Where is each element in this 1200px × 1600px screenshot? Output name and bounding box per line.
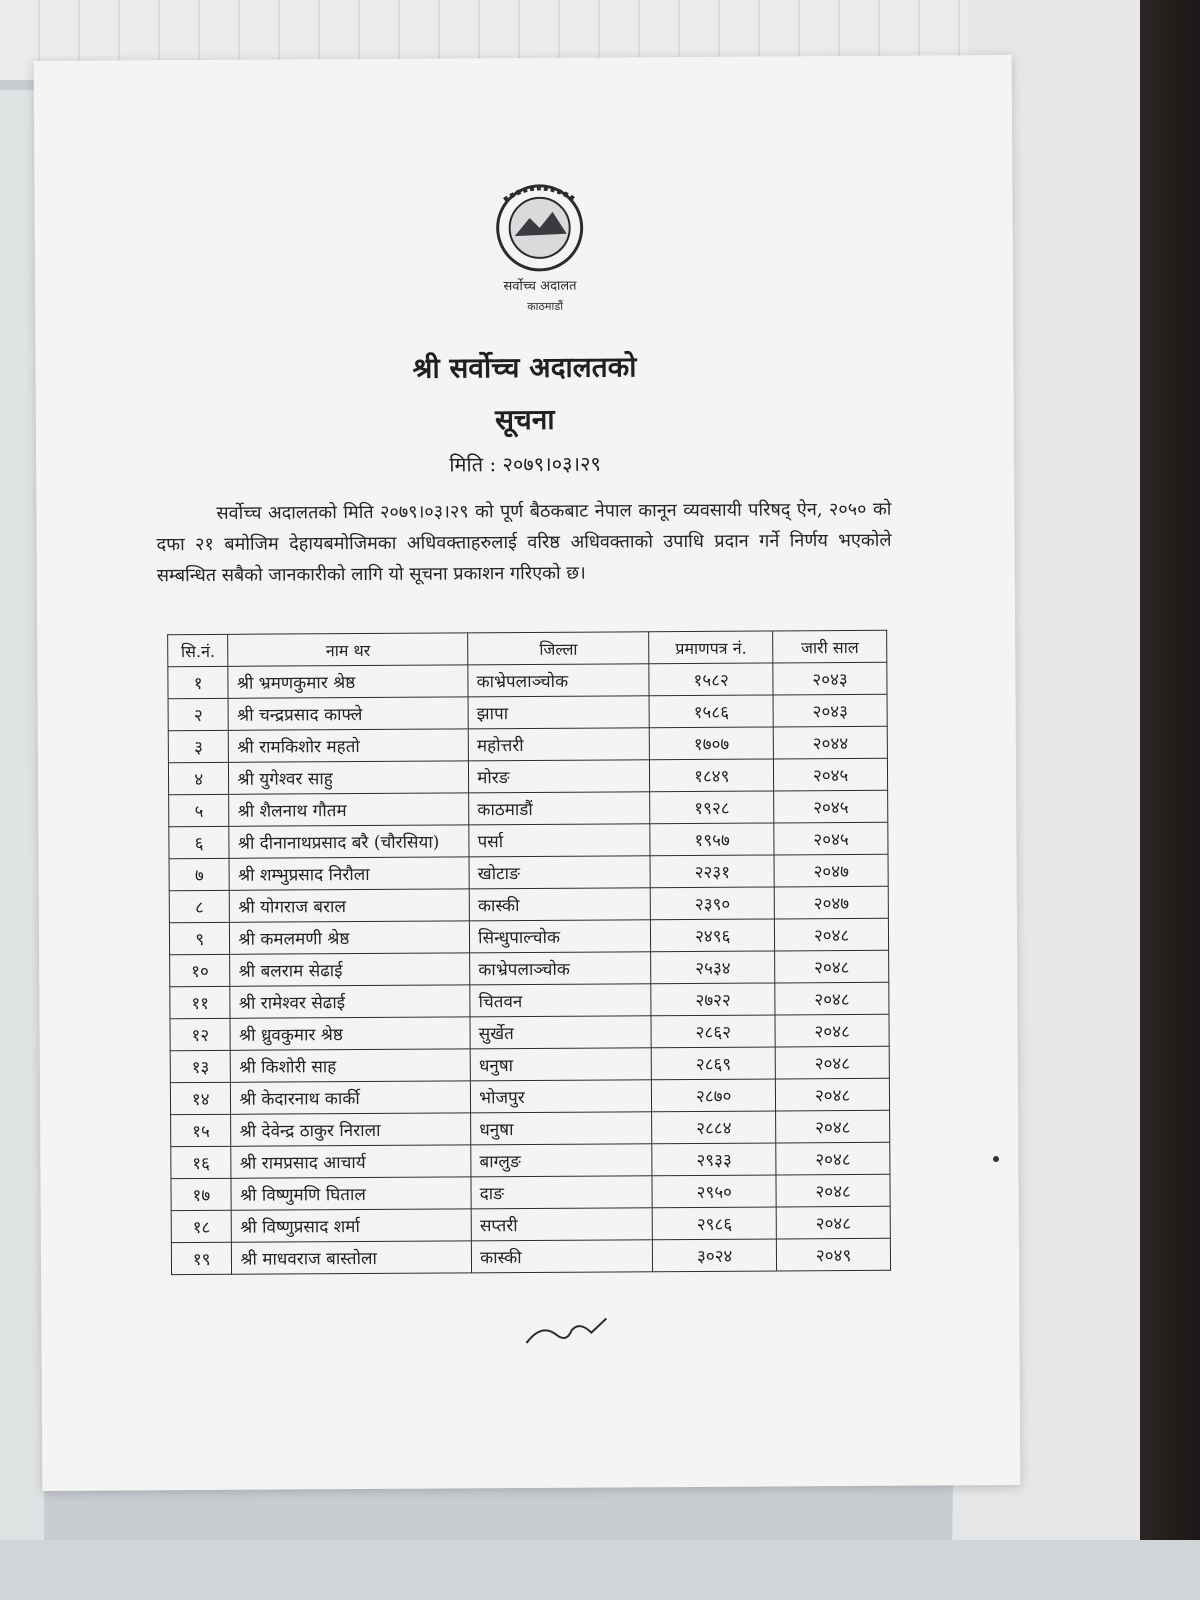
cell-name: श्री देवेन्द्र ठाकुर निराला <box>231 1113 471 1146</box>
cell-issue-year: २०४८ <box>775 1046 889 1079</box>
header-certificate-no: प्रमाणपत्र नं. <box>649 631 773 664</box>
cell-issue-year: २०४३ <box>773 662 887 695</box>
cell-district: कास्की <box>471 1240 652 1273</box>
cell-name: श्री चन्द्रप्रसाद काफ्ले <box>229 697 469 730</box>
cell-district: पर्सा <box>469 824 650 857</box>
table-body <box>168 662 891 1274</box>
table-row <box>169 790 888 826</box>
cell-district: धनुषा <box>470 1048 651 1081</box>
cell-district: खोटाङ <box>469 856 650 889</box>
cell-certificate-no: २८८४ <box>652 1111 776 1144</box>
cell-name: श्री रामेश्वर सेढाई <box>230 985 470 1018</box>
cell-name: श्री ध्रुवकुमार श्रेष्ठ <box>230 1017 470 1050</box>
cell-name: श्री शैलनाथ गौतम <box>229 793 469 826</box>
table-row <box>170 1014 889 1050</box>
table-header-row <box>168 630 887 666</box>
cell-district: काभ्रेपलाञ्चोक <box>468 664 649 697</box>
stain-dot <box>993 1156 999 1162</box>
svg-text:सर्वोच्च अदालत: सर्वोच्च अदालत <box>503 278 577 295</box>
cell-name: श्री किशोरी साह <box>231 1049 471 1082</box>
cell-issue-year: २०४८ <box>776 1078 890 1111</box>
senior-advocates-table <box>167 630 891 1275</box>
table-row <box>170 1078 889 1114</box>
table-row <box>171 1238 890 1274</box>
table-row <box>171 1206 890 1242</box>
cell-name: श्री दीनानाथप्रसाद बरै (चौरसिया) <box>229 825 469 858</box>
cell-issue-year: २०४४ <box>773 726 887 759</box>
cell-certificate-no: २९८६ <box>652 1207 776 1240</box>
cell-name: श्री माधवराज बास्तोला <box>232 1241 472 1274</box>
cell-certificate-no: २७२२ <box>651 983 775 1016</box>
cell-certificate-no: ३०२४ <box>653 1239 777 1272</box>
cell-name: श्री योगराज बराल <box>230 889 470 922</box>
cell-name: श्री रामकिशोर महतो <box>229 729 469 762</box>
cell-issue-year: २०४८ <box>776 1110 890 1143</box>
cell-issue-year: २०४८ <box>775 1014 889 1047</box>
cell-issue-year: २०४८ <box>776 1142 890 1175</box>
cell-serial: ५ <box>169 794 230 826</box>
cell-name: श्री कमलमणी श्रेष्ठ <box>230 921 470 954</box>
cell-district: धनुषा <box>471 1112 652 1145</box>
cell-district: चितवन <box>470 984 651 1017</box>
cell-issue-year: २०४८ <box>775 982 889 1015</box>
cell-serial: ७ <box>169 858 230 890</box>
table-row <box>169 918 888 954</box>
table-edge <box>1140 0 1200 1600</box>
cell-serial: १७ <box>171 1178 232 1210</box>
table-row <box>171 1174 890 1210</box>
cell-district: मोरङ <box>469 760 650 793</box>
table-row <box>170 950 889 986</box>
cell-serial: १ <box>168 666 229 698</box>
supreme-court-seal-icon <box>484 178 595 319</box>
cell-issue-year: २०४७ <box>774 854 888 887</box>
cell-serial: ११ <box>170 986 231 1018</box>
cell-serial: १५ <box>171 1114 232 1146</box>
cell-certificate-no: २९५० <box>652 1175 776 1208</box>
cell-issue-year: २०४८ <box>775 918 889 951</box>
table-row <box>168 726 887 762</box>
table-row <box>169 822 888 858</box>
signature-icon <box>521 1312 611 1353</box>
cell-serial: १० <box>170 954 231 986</box>
table-row <box>171 1142 890 1178</box>
svg-text:काठमाडौं: काठमाडौं <box>527 299 564 313</box>
cell-district: सिन्धुपाल्चोक <box>470 920 651 953</box>
cell-serial: १४ <box>170 1082 231 1114</box>
cell-district: कास्की <box>469 888 650 921</box>
cell-certificate-no: २८७० <box>652 1079 776 1112</box>
cell-district: सुर्खेत <box>470 1016 651 1049</box>
table-row <box>170 982 889 1018</box>
cell-district: काभ्रेपलाञ्चोक <box>470 952 651 985</box>
cell-issue-year: २०४८ <box>776 1206 890 1239</box>
header-name: नाम थर <box>228 633 468 666</box>
cell-name: श्री विष्णुमणि घिताल <box>231 1177 471 1210</box>
cell-issue-year: २०४८ <box>776 1174 890 1207</box>
cell-issue-year: २०४५ <box>774 758 888 791</box>
cell-district: भोजपुर <box>471 1080 652 1113</box>
cell-name: श्री रामप्रसाद आचार्य <box>231 1145 471 1178</box>
table-row <box>170 1046 889 1082</box>
cell-serial: १३ <box>170 1050 231 1082</box>
cell-certificate-no: २५३४ <box>651 951 775 984</box>
cell-certificate-no: १८४९ <box>650 759 774 792</box>
notice-date: मिति : २०७९।०३।२९ <box>449 451 601 477</box>
cell-name: श्री बलराम सेढाई <box>230 953 470 986</box>
cell-name: श्री युगेश्वर साहु <box>229 761 469 794</box>
cell-certificate-no: २२३१ <box>650 855 774 888</box>
cell-district: काठमाडौं <box>469 792 650 825</box>
notice-document <box>34 55 1021 1491</box>
cell-issue-year: २०४३ <box>773 694 887 727</box>
header-district: जिल्ला <box>468 632 649 665</box>
cell-serial: ८ <box>169 890 230 922</box>
table-row <box>169 886 888 922</box>
table-row <box>168 758 887 794</box>
cell-serial: १८ <box>171 1210 232 1242</box>
cell-certificate-no: १५८२ <box>649 663 773 696</box>
cell-certificate-no: २४९६ <box>651 919 775 952</box>
cell-district: बाग्लुङ <box>471 1144 652 1177</box>
cell-issue-year: २०४५ <box>774 790 888 823</box>
cell-serial: २ <box>168 698 229 730</box>
header-issue-year: जारी साल <box>773 630 887 663</box>
cell-serial: ६ <box>169 826 230 858</box>
cell-issue-year: २०४५ <box>774 822 888 855</box>
cell-district: महोत्तरी <box>468 728 649 761</box>
cell-issue-year: २०४९ <box>777 1238 891 1271</box>
cell-name: श्री शम्भुप्रसाद निरौला <box>230 857 470 890</box>
cell-serial: ४ <box>168 762 229 794</box>
cell-serial: ३ <box>168 730 229 762</box>
cell-certificate-no: १५८६ <box>649 695 773 728</box>
cell-issue-year: २०४७ <box>774 886 888 919</box>
table-row <box>168 694 887 730</box>
cell-issue-year: २०४८ <box>775 950 889 983</box>
notice-subtitle: सूचना <box>494 402 555 437</box>
cell-serial: १२ <box>170 1018 231 1050</box>
cell-district: झापा <box>468 696 649 729</box>
cell-certificate-no: १७०७ <box>649 727 773 760</box>
cell-certificate-no: २३९० <box>650 887 774 920</box>
cell-certificate-no: २८६२ <box>651 1015 775 1048</box>
cell-district: सप्तरी <box>471 1208 652 1241</box>
cell-serial: ९ <box>169 922 230 954</box>
cell-certificate-no: १९२८ <box>650 791 774 824</box>
notice-body: सर्वोच्च अदालतको मिति २०७९।०३।२९ को पूर्ण बैठकबाट नेपाल कानून व्यवसायी परिषद् ऐन, २०५० को दफा २१ बमोजिम देहायबमोजिमका अधिवक्ताहरुलाई वरिष्ठ अधिवक्ताको उपाधि प्रदान गर्ने निर्णय भएकोले सम्बन्धित सबैको जानकारीको लागि यो सूचना प्रकाशन गरिएको छ। <box>156 498 892 587</box>
cell-name: श्री भ्रमणकुमार श्रेष्ठ <box>228 665 468 698</box>
table-row <box>169 854 888 890</box>
table-row <box>168 662 887 698</box>
cell-certificate-no: २८६९ <box>651 1047 775 1080</box>
cell-name: श्री केदारनाथ कार्की <box>231 1081 471 1114</box>
cell-serial: १९ <box>171 1242 232 1274</box>
header-serial: सि.नं. <box>168 634 229 666</box>
cell-name: श्री विष्णुप्रसाद शर्मा <box>232 1209 472 1242</box>
table-row <box>171 1110 890 1146</box>
desk-surface <box>0 1540 1200 1600</box>
cell-certificate-no: १९५७ <box>650 823 774 856</box>
cell-certificate-no: २९३३ <box>652 1143 776 1176</box>
notice-title: श्री सर्वोच्च अदालतको <box>412 350 637 385</box>
cell-district: दाङ <box>471 1176 652 1209</box>
cell-serial: १६ <box>171 1146 232 1178</box>
